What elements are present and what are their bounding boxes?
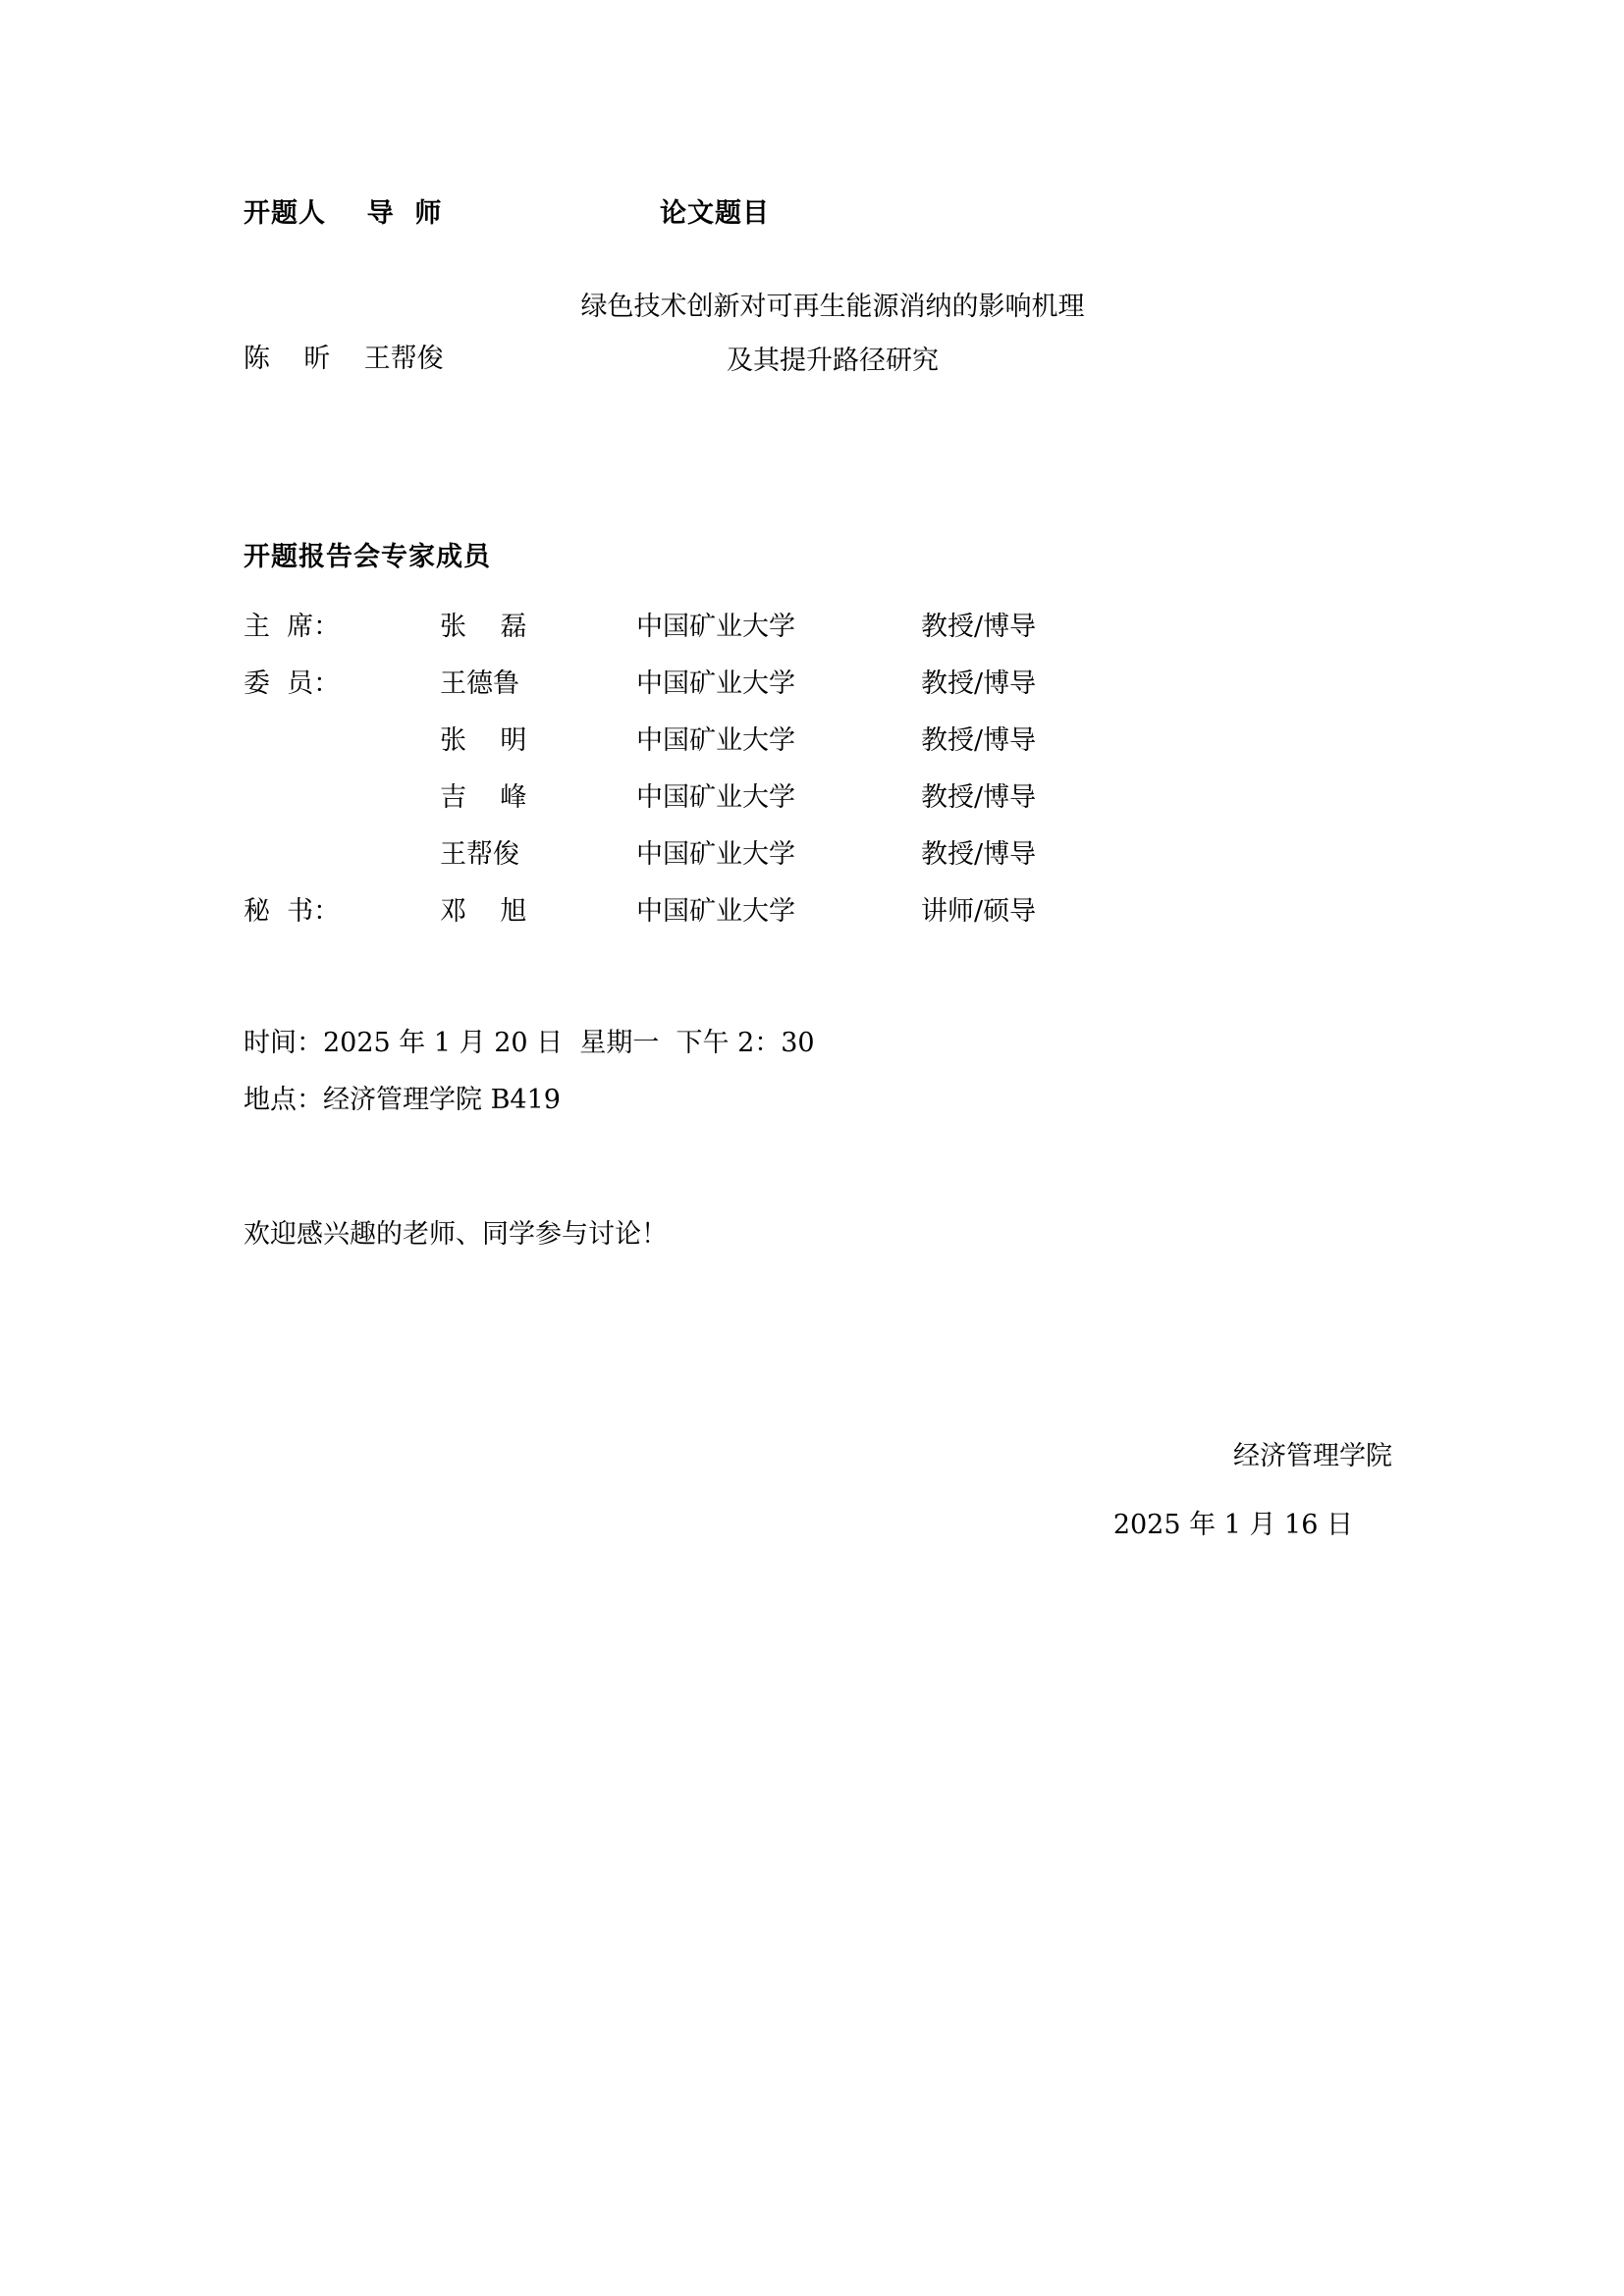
committee-title: 教授/博导	[921, 838, 1037, 870]
committee-name: 邓 旭	[440, 895, 527, 927]
committee-title: 教授/博导	[921, 667, 1037, 699]
document-content	[244, 191, 1402, 1560]
table-row	[244, 652, 1137, 709]
header-thesis-title-label: 论文题目	[660, 198, 770, 229]
signature-block	[244, 1422, 1402, 1560]
committee-title: 教授/博导	[921, 611, 1037, 642]
thesis-title-line-1: 绿色技术创新对可再生能源消纳的影响机理	[580, 292, 1085, 322]
committee-title: 教授/博导	[921, 781, 1037, 813]
meeting-place: 地点：经济管理学院 B419	[244, 1085, 561, 1115]
table-row	[244, 595, 1137, 652]
applicant-and-advisor-names: 陈 昕 王帮俊	[244, 344, 444, 374]
applicant-block	[244, 280, 1402, 427]
committee-name: 张 明	[440, 724, 527, 756]
committee-name: 张 磊	[440, 611, 527, 642]
committee-role	[244, 766, 440, 823]
committee-role: 主 席：	[244, 611, 341, 642]
committee-role	[244, 709, 440, 766]
committee-name: 吉 峰	[440, 781, 527, 813]
committee-org: 中国矿业大学	[636, 611, 795, 642]
committee-title: 教授/博导	[921, 724, 1037, 756]
committee-name: 王帮俊	[440, 838, 519, 870]
committee-org: 中国矿业大学	[636, 781, 795, 813]
committee-org: 中国矿业大学	[636, 838, 795, 870]
committee-title: 讲师/硕导	[921, 895, 1037, 927]
committee-org: 中国矿业大学	[636, 895, 795, 927]
committee-role: 秘 书：	[244, 895, 341, 927]
committee-role: 委 员：	[244, 667, 341, 699]
thesis-title	[489, 280, 1176, 388]
committee-role	[244, 823, 440, 880]
meeting-time: 时间：2025 年 1 月 20 日 星期一 下午 2：30	[244, 1028, 815, 1058]
committee-heading: 开题报告会专家成员	[244, 542, 491, 572]
signature-department: 经济管理学院	[1233, 1441, 1392, 1471]
committee-org: 中国矿业大学	[636, 667, 795, 699]
committee-name: 王德鲁	[440, 667, 519, 699]
header-applicant-advisor-label: 开题人 导 师	[244, 198, 443, 229]
table-row	[244, 880, 1137, 936]
signature-date: 2025 年 1 月 16 日	[1112, 1510, 1353, 1540]
committee-table	[244, 595, 1137, 936]
meeting-info	[244, 1015, 1402, 1129]
table-row	[244, 709, 1137, 766]
thesis-title-line-2: 及其提升路径研究	[727, 346, 939, 376]
table-row	[244, 823, 1137, 880]
header-row	[244, 191, 1402, 250]
welcome-note: 欢迎感兴趣的老师、同学参与讨论！	[244, 1219, 668, 1250]
committee-org: 中国矿业大学	[636, 724, 795, 756]
table-row	[244, 766, 1137, 823]
